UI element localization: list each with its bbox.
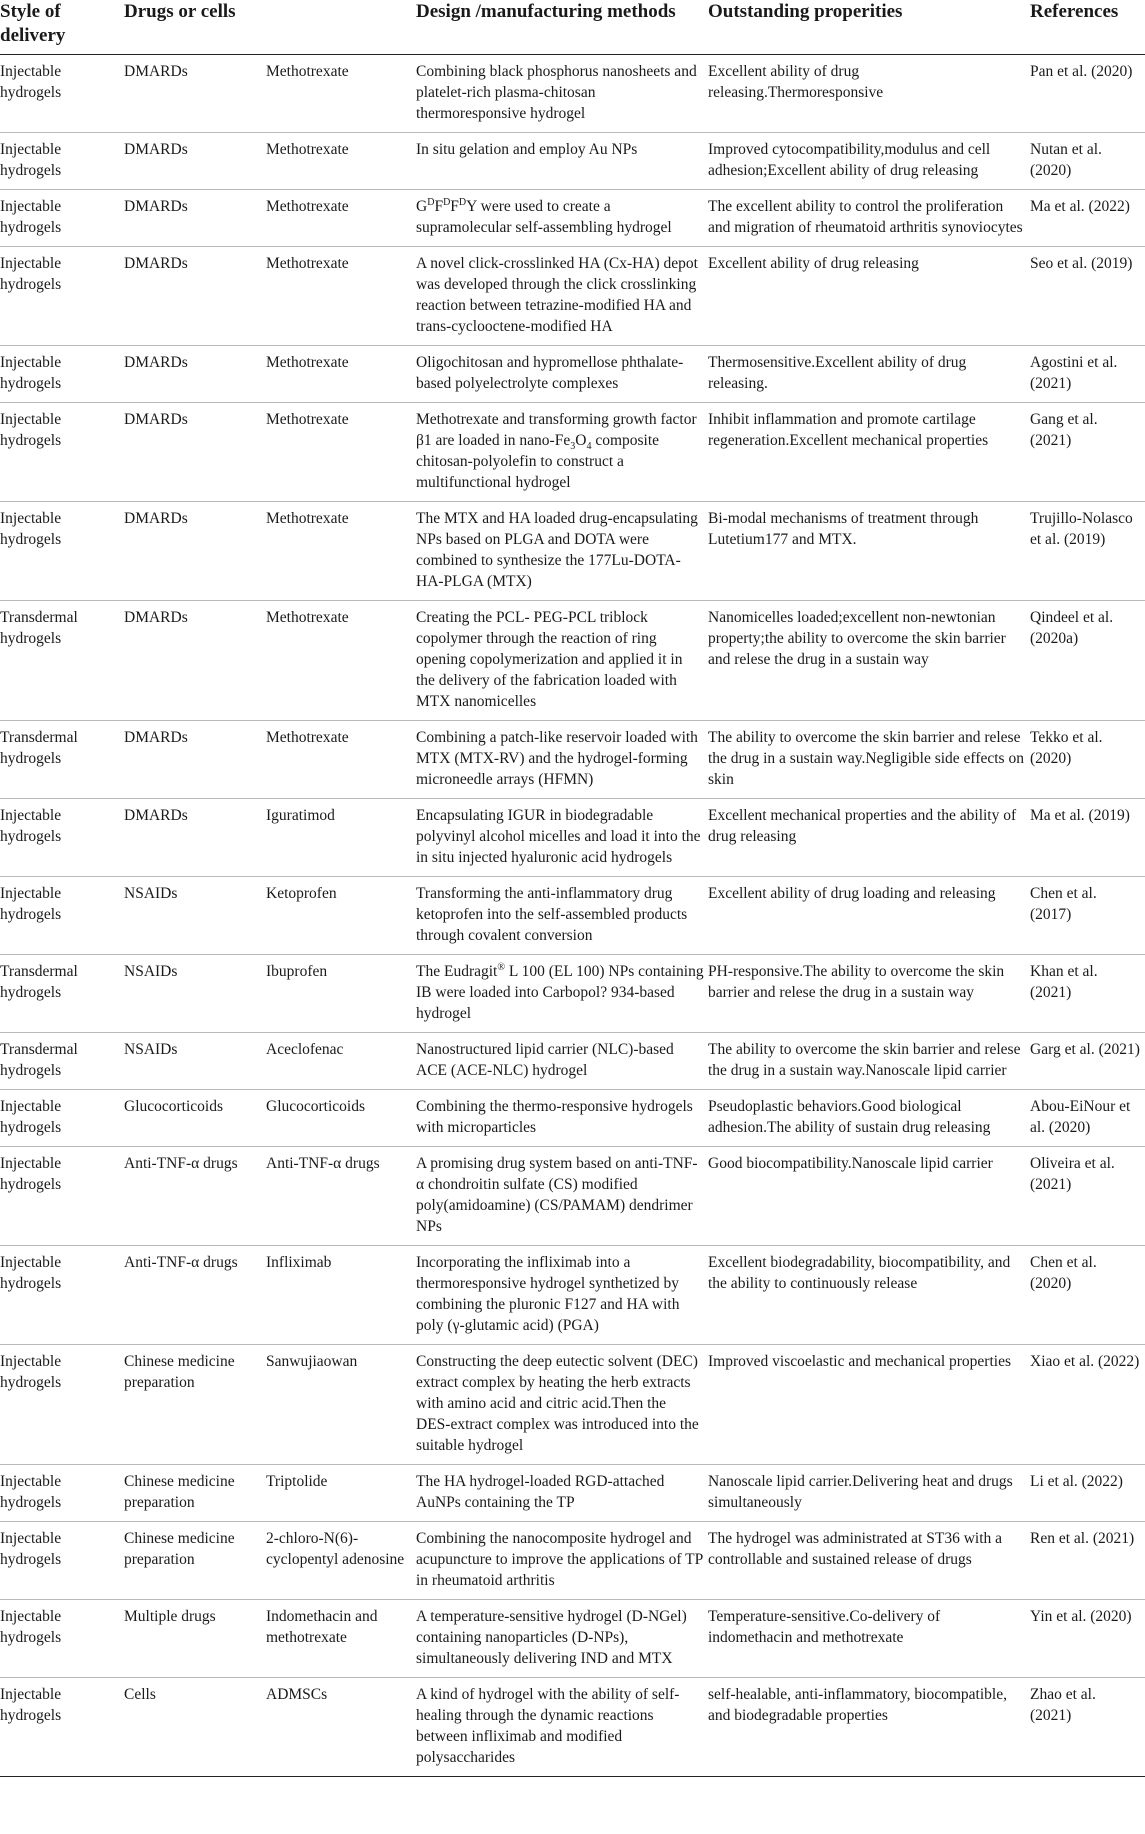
cell-properties: The ability to overcome the skin barrier and relese the drug in a sustain way.Negligible side effects on skin — [708, 721, 1030, 799]
cell-drug-class: Anti-TNF-α drugs — [124, 1147, 266, 1246]
cell-reference: Ma et al. (2019) — [1030, 799, 1145, 877]
cell-properties: Nanomicelles loaded;excellent non-newtonian property;the ability to overcome the skin barrier and relese the drug in a sustain way — [708, 601, 1030, 721]
cell-properties: Excellent ability of drug releasing.Thermoresponsive — [708, 55, 1030, 133]
cell-style: Injectable hydrogels — [0, 1522, 124, 1600]
cell-style: Injectable hydrogels — [0, 1600, 124, 1678]
header-properties: Outstanding properities — [708, 0, 1030, 55]
cell-drug: Methotrexate — [266, 721, 416, 799]
cell-design: In situ gelation and employ Au NPs — [416, 133, 708, 190]
cell-design: A novel click-crosslinked HA (Cx-HA) depot was developed through the click crosslinking reaction between tetrazine-modified HA and trans-cyclooctene-modified HA — [416, 247, 708, 346]
cell-drug: Methotrexate — [266, 247, 416, 346]
cell-drug-class: Multiple drugs — [124, 1600, 266, 1678]
cell-drug-class: DMARDs — [124, 799, 266, 877]
table-row — [0, 877, 1145, 955]
cell-drug: Indomethacin and methotrexate — [266, 1600, 416, 1678]
cell-design: Combining black phosphorus nanosheets and platelet-rich plasma-chitosan thermoresponsive hydrogel — [416, 55, 708, 133]
cell-style: Injectable hydrogels — [0, 1465, 124, 1522]
cell-drug: Ibuprofen — [266, 955, 416, 1033]
cell-drug-class: Glucocorticoids — [124, 1090, 266, 1147]
cell-reference: Trujillo-Nolasco et al. (2019) — [1030, 502, 1145, 601]
cell-drug-class: Cells — [124, 1678, 266, 1777]
cell-style: Transdermal hydrogels — [0, 955, 124, 1033]
table-row — [0, 1147, 1145, 1246]
cell-drug: Infliximab — [266, 1246, 416, 1345]
cell-reference: Oliveira et al. (2021) — [1030, 1147, 1145, 1246]
cell-design: Transforming the anti-inflammatory drug ketoprofen into the self-assembled products through covalent conversion — [416, 877, 708, 955]
cell-reference: Ma et al. (2022) — [1030, 190, 1145, 247]
table-row — [0, 133, 1145, 190]
cell-properties: Temperature-sensitive.Co-delivery of indomethacin and methotrexate — [708, 1600, 1030, 1678]
cell-drug-class: DMARDs — [124, 403, 266, 502]
cell-drug-class: NSAIDs — [124, 1033, 266, 1090]
table-row — [0, 1522, 1145, 1600]
cell-design: Nanostructured lipid carrier (NLC)-based ACE (ACE-NLC) hydrogel — [416, 1033, 708, 1090]
table-row — [0, 1600, 1145, 1678]
cell-properties: The ability to overcome the skin barrier and relese the drug in a sustain way.Nanoscale lipid carrier — [708, 1033, 1030, 1090]
cell-drug-class: DMARDs — [124, 502, 266, 601]
cell-reference: Pan et al. (2020) — [1030, 55, 1145, 133]
cell-drug-class: Chinese medicine preparation — [124, 1522, 266, 1600]
cell-drug-class: DMARDs — [124, 133, 266, 190]
cell-reference: Qindeel et al. (2020a) — [1030, 601, 1145, 721]
table-row — [0, 1090, 1145, 1147]
cell-style: Transdermal hydrogels — [0, 1033, 124, 1090]
table-body — [0, 55, 1145, 1777]
cell-properties: Excellent mechanical properties and the ability of drug releasing — [708, 799, 1030, 877]
table-row — [0, 1246, 1145, 1345]
cell-style: Injectable hydrogels — [0, 247, 124, 346]
cell-drug-class: NSAIDs — [124, 877, 266, 955]
cell-style: Injectable hydrogels — [0, 1345, 124, 1465]
cell-drug: ADMSCs — [266, 1678, 416, 1777]
cell-design: Methotrexate and transforming growth factor β1 are loaded in nano-$Fe_3O_4$ composite chitosan-polyolefin to construct a multifunctional hydrogel — [416, 403, 708, 502]
cell-style: Injectable hydrogels — [0, 55, 124, 133]
cell-properties: Good biocompatibility.Nanoscale lipid carrier — [708, 1147, 1030, 1246]
cell-properties: Thermosensitive.Excellent ability of drug releasing. — [708, 346, 1030, 403]
cell-reference: Tekko et al. (2020) — [1030, 721, 1145, 799]
table-row — [0, 601, 1145, 721]
cell-style: Injectable hydrogels — [0, 1246, 124, 1345]
cell-drug-class: DMARDs — [124, 247, 266, 346]
header-drugs: Drugs or cells — [124, 0, 416, 55]
cell-drug: Methotrexate — [266, 346, 416, 403]
cell-reference: Chen et al. (2017) — [1030, 877, 1145, 955]
cell-drug: Iguratimod — [266, 799, 416, 877]
cell-drug-class: DMARDs — [124, 601, 266, 721]
cell-style: Transdermal hydrogels — [0, 601, 124, 721]
table-row — [0, 190, 1145, 247]
cell-design: The Eudragit® L 100 (EL 100) NPs containing IB were loaded into Carbopol? 934-based hydrogel — [416, 955, 708, 1033]
cell-properties: Nanoscale lipid carrier.Delivering heat and drugs simultaneously — [708, 1465, 1030, 1522]
cell-reference: Li et al. (2022) — [1030, 1465, 1145, 1522]
cell-design: Encapsulating IGUR in biodegradable polyvinyl alcohol micelles and load it into the in situ injected hyaluronic acid hydrogels — [416, 799, 708, 877]
cell-style: Injectable hydrogels — [0, 1678, 124, 1777]
cell-reference: Abou-EiNour et al. (2020) — [1030, 1090, 1145, 1147]
cell-drug: Methotrexate — [266, 190, 416, 247]
cell-design: The MTX and HA loaded drug-encapsulating NPs based on PLGA and DOTA were combined to synthesize the 177Lu-DOTA-HA-PLGA (MTX) — [416, 502, 708, 601]
cell-style: Injectable hydrogels — [0, 502, 124, 601]
cell-reference: Seo et al. (2019) — [1030, 247, 1145, 346]
table-row — [0, 502, 1145, 601]
cell-design: Oligochitosan and hypromellose phthalate-based polyelectrolyte complexes — [416, 346, 708, 403]
cell-reference: Zhao et al. (2021) — [1030, 1678, 1145, 1777]
table-row — [0, 721, 1145, 799]
table-row — [0, 1465, 1145, 1522]
table-row — [0, 55, 1145, 133]
cell-reference: Gang et al. (2021) — [1030, 403, 1145, 502]
cell-properties: Improved cytocompatibility,modulus and cell adhesion;Excellent ability of drug releasing — [708, 133, 1030, 190]
table-header — [0, 0, 1145, 55]
cell-drug-class: Chinese medicine preparation — [124, 1465, 266, 1522]
table-row — [0, 346, 1145, 403]
cell-properties: Pseudoplastic behaviors.Good biological adhesion.The ability of sustain drug releasing — [708, 1090, 1030, 1147]
cell-properties: self-healable, anti-inflammatory, biocompatible, and biodegradable properties — [708, 1678, 1030, 1777]
cell-reference: Chen et al. (2020) — [1030, 1246, 1145, 1345]
table-row — [0, 403, 1145, 502]
cell-drug: Aceclofenac — [266, 1033, 416, 1090]
cell-properties: Bi-modal mechanisms of treatment through Lutetium177 and MTX. — [708, 502, 1030, 601]
cell-style: Injectable hydrogels — [0, 346, 124, 403]
cell-drug: Sanwujiaowan — [266, 1345, 416, 1465]
cell-drug: Methotrexate — [266, 133, 416, 190]
cell-style: Injectable hydrogels — [0, 403, 124, 502]
cell-style: Injectable hydrogels — [0, 1090, 124, 1147]
table-row — [0, 1033, 1145, 1090]
cell-design: A promising drug system based on anti-TNF-α chondroitin sulfate (CS) modified poly(amidoamine) (CS/PAMAM) dendrimer NPs — [416, 1147, 708, 1246]
header-style: Style of delivery — [0, 0, 124, 55]
table-row — [0, 799, 1145, 877]
header-design: Design /manufacturing methods — [416, 0, 708, 55]
cell-design: A temperature-sensitive hydrogel (D-NGel) containing nanoparticles (D-NPs), simultaneously delivering IND and MTX — [416, 1600, 708, 1678]
cell-reference: Ren et al. (2021) — [1030, 1522, 1145, 1600]
cell-style: Injectable hydrogels — [0, 190, 124, 247]
cell-design: A kind of hydrogel with the ability of self-healing through the dynamic reactions between infliximab and modified polysaccharides — [416, 1678, 708, 1777]
cell-drug-class: DMARDs — [124, 55, 266, 133]
cell-properties: The hydrogel was administrated at ST36 with a controllable and sustained release of drugs — [708, 1522, 1030, 1600]
cell-drug-class: Chinese medicine preparation — [124, 1345, 266, 1465]
cell-drug: Glucocorticoids — [266, 1090, 416, 1147]
cell-drug-class: DMARDs — [124, 190, 266, 247]
header-references: References — [1030, 0, 1145, 55]
cell-design: Constructing the deep eutectic solvent (DEC) extract complex by heating the herb extracts with amino acid and citric acid.Then the DES-extract complex was introduced into the suitable hydrogel — [416, 1345, 708, 1465]
cell-design: Combining a patch-like reservoir loaded with MTX (MTX-RV) and the hydrogel-forming microneedle arrays (HFMN) — [416, 721, 708, 799]
cell-reference: Garg et al. (2021) — [1030, 1033, 1145, 1090]
cell-drug: Triptolide — [266, 1465, 416, 1522]
cell-drug: Methotrexate — [266, 601, 416, 721]
header-row — [0, 0, 1145, 55]
cell-design: The HA hydrogel-loaded RGD-attached AuNPs containing the TP — [416, 1465, 708, 1522]
cell-style: Transdermal hydrogels — [0, 721, 124, 799]
cell-reference: Yin et al. (2020) — [1030, 1600, 1145, 1678]
cell-properties: Improved viscoelastic and mechanical properties — [708, 1345, 1030, 1465]
cell-properties: PH-responsive.The ability to overcome the skin barrier and relese the drug in a sustain way — [708, 955, 1030, 1033]
table-row — [0, 1345, 1145, 1465]
cell-properties: Excellent biodegradability, biocompatibility, and the ability to continuously release — [708, 1246, 1030, 1345]
cell-style: Injectable hydrogels — [0, 1147, 124, 1246]
cell-drug-class: DMARDs — [124, 346, 266, 403]
cell-reference: Nutan et al. (2020) — [1030, 133, 1145, 190]
cell-drug-class: NSAIDs — [124, 955, 266, 1033]
cell-reference: Khan et al. (2021) — [1030, 955, 1145, 1033]
cell-drug-class: DMARDs — [124, 721, 266, 799]
cell-drug: Methotrexate — [266, 502, 416, 601]
cell-properties: Excellent ability of drug loading and releasing — [708, 877, 1030, 955]
cell-drug: Methotrexate — [266, 55, 416, 133]
cell-drug: Methotrexate — [266, 403, 416, 502]
cell-drug-class: Anti-TNF-α drugs — [124, 1246, 266, 1345]
cell-style: Injectable hydrogels — [0, 877, 124, 955]
cell-drug: Ketoprofen — [266, 877, 416, 955]
cell-design: Combining the nanocomposite hydrogel and acupuncture to improve the applications of TP in rheumatoid arthritis — [416, 1522, 708, 1600]
cell-drug: 2-chloro-N(6)-cyclopentyl adenosine — [266, 1522, 416, 1600]
cell-design: Combining the thermo-responsive hydrogels with microparticles — [416, 1090, 708, 1147]
cell-style: Injectable hydrogels — [0, 799, 124, 877]
cell-design: Incorporating the infliximab into a thermoresponsive hydrogel synthetized by combining the pluronic F127 and HA with poly (γ-glutamic acid) (PGA) — [416, 1246, 708, 1345]
cell-properties: Excellent ability of drug releasing — [708, 247, 1030, 346]
cell-design: Creating the PCL- PEG-PCL triblock copolymer through the reaction of ring opening copolymerization and applied it in the delivery of the fabrication loaded with MTX nanomicelles — [416, 601, 708, 721]
cell-style: Injectable hydrogels — [0, 133, 124, 190]
cell-drug: Anti-TNF-α drugs — [266, 1147, 416, 1246]
table-row — [0, 955, 1145, 1033]
cell-reference: Agostini et al. (2021) — [1030, 346, 1145, 403]
table-row — [0, 1678, 1145, 1777]
cell-design: $G^DF^DF^DY$ were used to create a supramolecular self-assembling hydrogel — [416, 190, 708, 247]
cell-reference: Xiao et al. (2022) — [1030, 1345, 1145, 1465]
cell-properties: The excellent ability to control the proliferation and migration of rheumatoid arthritis synoviocytes — [708, 190, 1030, 247]
cell-properties: Inhibit inflammation and promote cartilage regeneration.Excellent mechanical properties — [708, 403, 1030, 502]
table-row — [0, 247, 1145, 346]
